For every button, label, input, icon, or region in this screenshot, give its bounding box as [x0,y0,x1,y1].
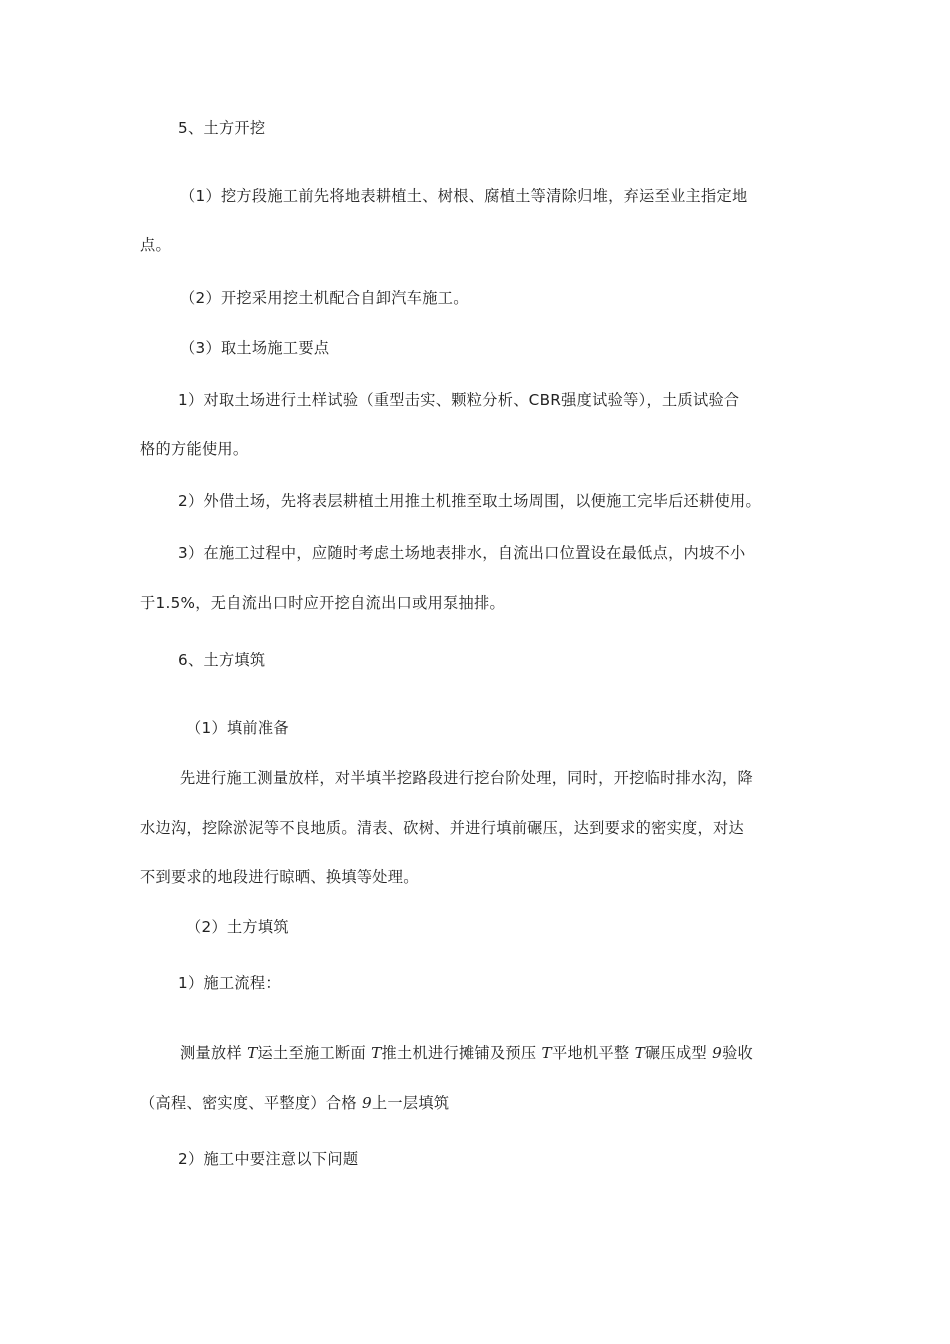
paragraph-line: 1）对取土场进行土样试验（重型击实、颗粒分析、CBR强度试验等），土质试验合 [178,391,740,409]
flow-arrow: T [541,1044,552,1062]
subsection-heading: （3）取土场施工要点 [180,339,330,357]
flow-arrow: 9 [712,1044,723,1062]
paragraph-line: 点。 [140,236,171,254]
paragraph-line: 先进行施工测量放样，对半填半挖路段进行挖台阶处理，同时，开挖临时排水沟，降 [180,769,754,787]
flow-step: 测量放样 [180,1044,242,1062]
flow-line [140,1092,820,1114]
flow-step: 平地机平整 [551,1044,630,1062]
section-heading-5: 5、土方开挖 [178,119,266,137]
flow-arrow: 9 [361,1094,372,1112]
paragraph-line: 水边沟，挖除淤泥等不良地质。清表、砍树、并进行填前碾压，达到要求的密实度，对达 [140,819,745,837]
flow-step: 上一层填筑 [371,1094,450,1112]
flow-step: 推土机进行摊铺及预压 [381,1044,537,1062]
paragraph-line: （1）挖方段施工前先将地表耕植土、树根、腐植土等清除归堆，弃运至业主指定地 [180,187,748,205]
flow-step: 验收 [722,1044,754,1062]
subsection-heading: （1）填前准备 [186,719,289,737]
paragraph-line: （2）开挖采用挖土机配合自卸汽车施工。 [180,289,469,307]
paragraph-line: 3）在施工过程中，应随时考虑土场地表排水，自流出口位置设在最低点，内坡不小 [178,544,746,562]
paragraph-line: 于1.5%，无自流出口时应开挖自流出口或用泵抽排。 [140,594,506,612]
paragraph-line: 2）外借土场，先将表层耕植土用推土机推至取土场周围，以便施工完毕后还耕使用。 [178,492,761,510]
paragraph-line: 格的方能使用。 [140,440,249,458]
paragraph-line: 1）施工流程： [178,974,281,992]
paragraph-line: 不到要求的地段进行晾晒、换填等处理。 [140,868,419,886]
paragraph-line: 2）施工中要注意以下问题 [178,1150,359,1168]
subsection-heading: （2）土方填筑 [186,918,289,936]
flow-arrow: T [371,1044,382,1062]
flow-line [180,1042,860,1064]
flow-arrow: T [247,1044,258,1062]
flow-step: （高程、密实度、平整度）合格 [140,1094,357,1112]
flow-arrow: T [634,1044,645,1062]
flow-step: 运土至施工断面 [257,1044,366,1062]
section-heading-6: 6、土方填筑 [178,651,266,669]
flow-step: 碾压成型 [645,1044,707,1062]
